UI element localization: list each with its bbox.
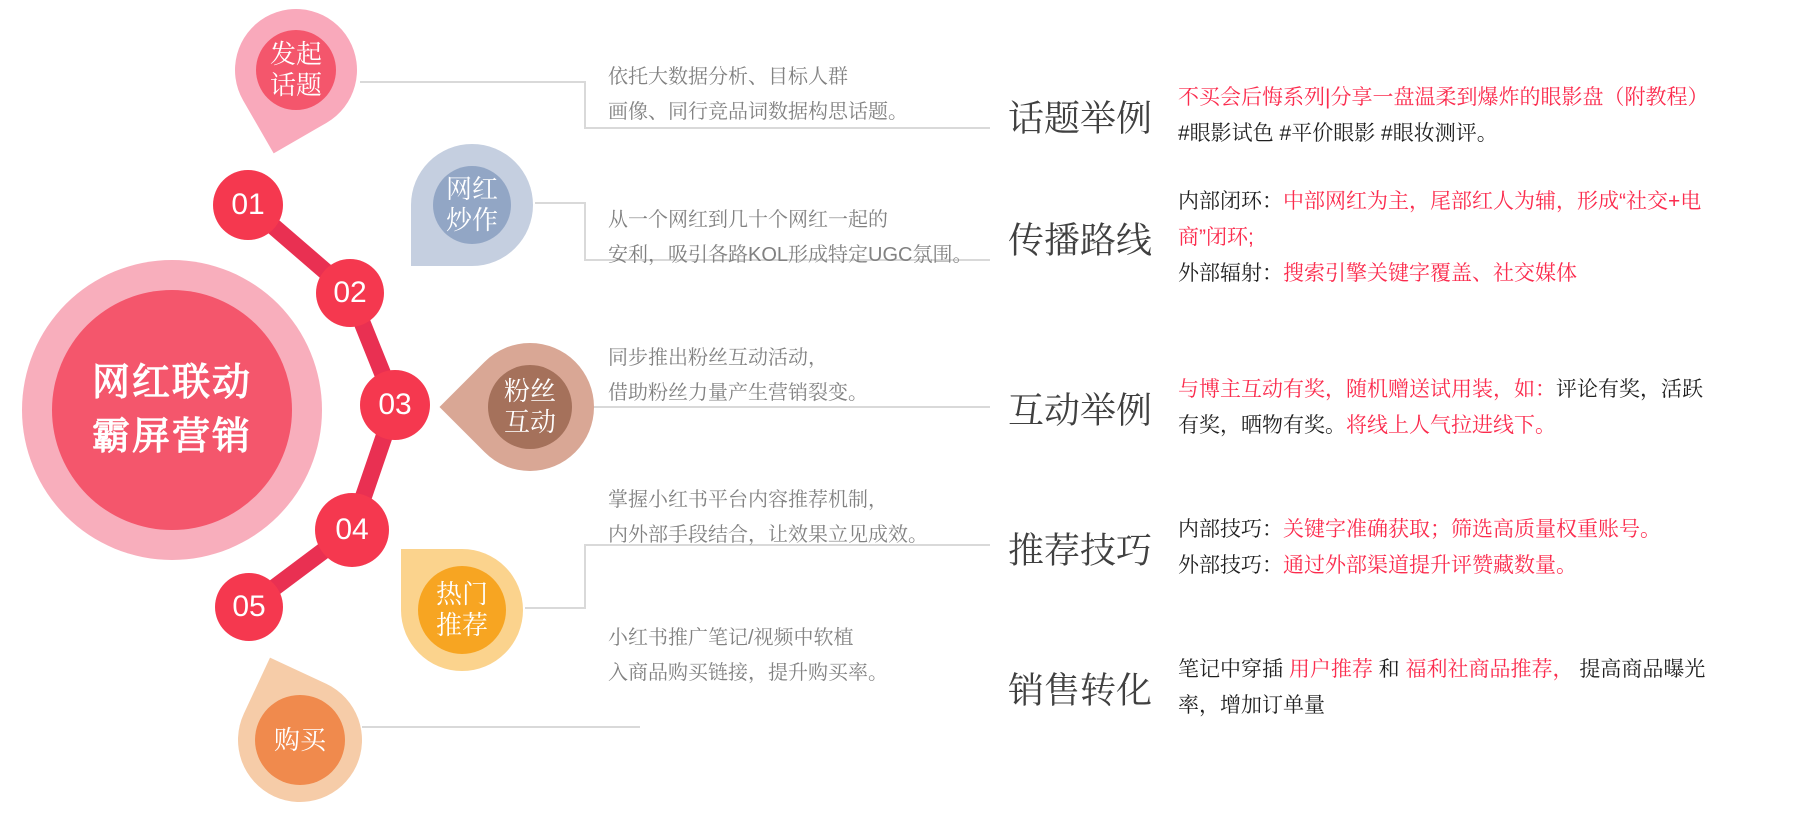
step-circle-05: 05 [215, 573, 283, 641]
pin-label-line2: 炒作 [445, 205, 498, 235]
description-purchase [608, 621, 888, 691]
step-circle-03: 03 [360, 370, 430, 440]
text-segment-black: 有奖，晒物有奖。 [1178, 414, 1346, 437]
detail-row-recommendation-tips [1008, 512, 1804, 584]
step-circle-04: 04 [315, 493, 389, 567]
pin-purchase-bubble [255, 695, 345, 785]
row-detail-text [1178, 372, 1804, 444]
detail-line [1178, 220, 1804, 256]
row-header: 互动举例 [1008, 389, 1153, 431]
pin-label-line2: 话题 [269, 70, 322, 100]
description-line: 安利，吸引各路KOL形成特定UGC氛围。 [608, 244, 973, 266]
pin-influencer-hype-bubble [433, 166, 511, 244]
text-segment-red: 不买会后悔系列|分享一盘温柔到爆炸的眼影盘（附教程） [1178, 86, 1709, 109]
description-line: 入商品购买链接，提升购买率。 [608, 662, 888, 684]
text-segment-black: 外部技巧： [1178, 554, 1283, 577]
text-segment-red: 福利社商品推荐， [1405, 658, 1574, 681]
text-segment-red: 用户推荐 [1288, 658, 1373, 681]
detail-row-interaction-example [1008, 372, 1804, 444]
description-line: 小红书推广笔记/视频中软植 [608, 627, 854, 649]
detail-row-spread-route [1008, 184, 1804, 292]
row-detail-text [1178, 512, 1804, 584]
center-title-line1: 网红联动 [91, 362, 252, 404]
pin-fan-interaction-bubble [488, 365, 572, 449]
pin-label-line2: 推荐 [435, 610, 488, 640]
text-segment-red: 商”闭环; [1178, 226, 1254, 249]
text-segment-black: 内部闭环： [1178, 190, 1283, 213]
step-circle-01: 01 [213, 170, 283, 240]
description-line: 内外部手段结合，让效果立见成效。 [608, 524, 928, 546]
text-segment-black: 率，增加订单量 [1178, 694, 1325, 717]
detail-line [1178, 548, 1804, 584]
text-segment-black: 和 [1372, 658, 1406, 681]
description-line: 画像、同行竞品词数据构思话题。 [608, 101, 908, 123]
step-circle-02: 02 [316, 259, 384, 327]
text-segment-red: 中部网红为主，尾部红人为辅，形成“社交+电 [1283, 190, 1702, 213]
row-header: 传播路线 [1008, 219, 1153, 261]
pin-label-line1: 购买 [273, 724, 326, 755]
pin-initiate-topic-bubble [256, 30, 336, 110]
description-line: 同步推出粉丝互动活动， [608, 347, 828, 369]
row-detail-text [1178, 184, 1804, 292]
text-segment-red: 将线上人气拉进线下。 [1346, 414, 1556, 437]
text-segment-red: 通过外部渠道提升评赞藏数量。 [1283, 554, 1577, 577]
detail-row-sales-conversion [1008, 652, 1804, 724]
text-segment-red: 与博主互动有奖，随机赠送试用装，如： [1178, 378, 1556, 401]
detail-line [1178, 408, 1804, 444]
text-segment-black: 内部技巧： [1178, 518, 1283, 541]
pin-label-line1: 热门 [435, 579, 488, 609]
pin-label-line1: 粉丝 [503, 376, 556, 406]
detail-line [1178, 372, 1804, 408]
detail-line [1178, 256, 1804, 292]
detail-line [1178, 184, 1804, 220]
detail-row-topic-example [1008, 80, 1804, 152]
center-title-circle [52, 290, 292, 530]
pin-label-line1: 发起 [269, 39, 322, 69]
row-detail-text [1178, 652, 1804, 724]
pin-label-line2: 互动 [503, 407, 556, 437]
description-fan-interaction [608, 341, 868, 411]
row-header: 推荐技巧 [1008, 529, 1153, 571]
text-segment-black: 提高商品曝光 [1573, 658, 1706, 681]
pin-hot-recommendation-bubble [418, 566, 506, 654]
pin-hot-recommendation [401, 549, 523, 671]
detail-line [1178, 116, 1804, 152]
text-segment-black: 笔记中穿插 [1178, 658, 1289, 681]
row-detail-text [1178, 80, 1804, 152]
description-line: 掌握小红书平台内容推荐机制， [608, 489, 888, 511]
detail-line [1178, 652, 1804, 688]
description-influencer-hype [608, 203, 972, 273]
pin-label-line1: 网红 [445, 174, 498, 204]
text-segment-red: 关键字准确获取；筛选高质量权重账号。 [1283, 518, 1661, 541]
connector-row4 [525, 545, 990, 608]
detail-line [1178, 80, 1804, 116]
description-line: 借助粉丝力量产生营销裂变。 [608, 382, 868, 404]
description-line: 依托大数据分析、目标人群 [608, 66, 848, 88]
text-segment-black: 外部辐射： [1178, 262, 1283, 285]
text-segment-black: #眼影试色 #平价眼影 #眼妆测评。 [1178, 122, 1498, 145]
description-line: 从一个网红到几十个网红一起的 [608, 209, 888, 231]
description-hot-recommendation [608, 483, 928, 553]
text-segment-black: 评论有奖，活跃 [1556, 378, 1703, 401]
row-header: 话题举例 [1008, 97, 1153, 139]
pin-influencer-hype [411, 144, 533, 266]
text-segment-red: 搜索引擎关键字覆盖、社交媒体 [1283, 262, 1577, 285]
description-initiate-topic [608, 60, 908, 130]
detail-line [1178, 512, 1804, 548]
center-title-line2: 霸屏营销 [91, 416, 252, 458]
row-header: 销售转化 [1008, 669, 1153, 711]
detail-line [1178, 688, 1804, 724]
